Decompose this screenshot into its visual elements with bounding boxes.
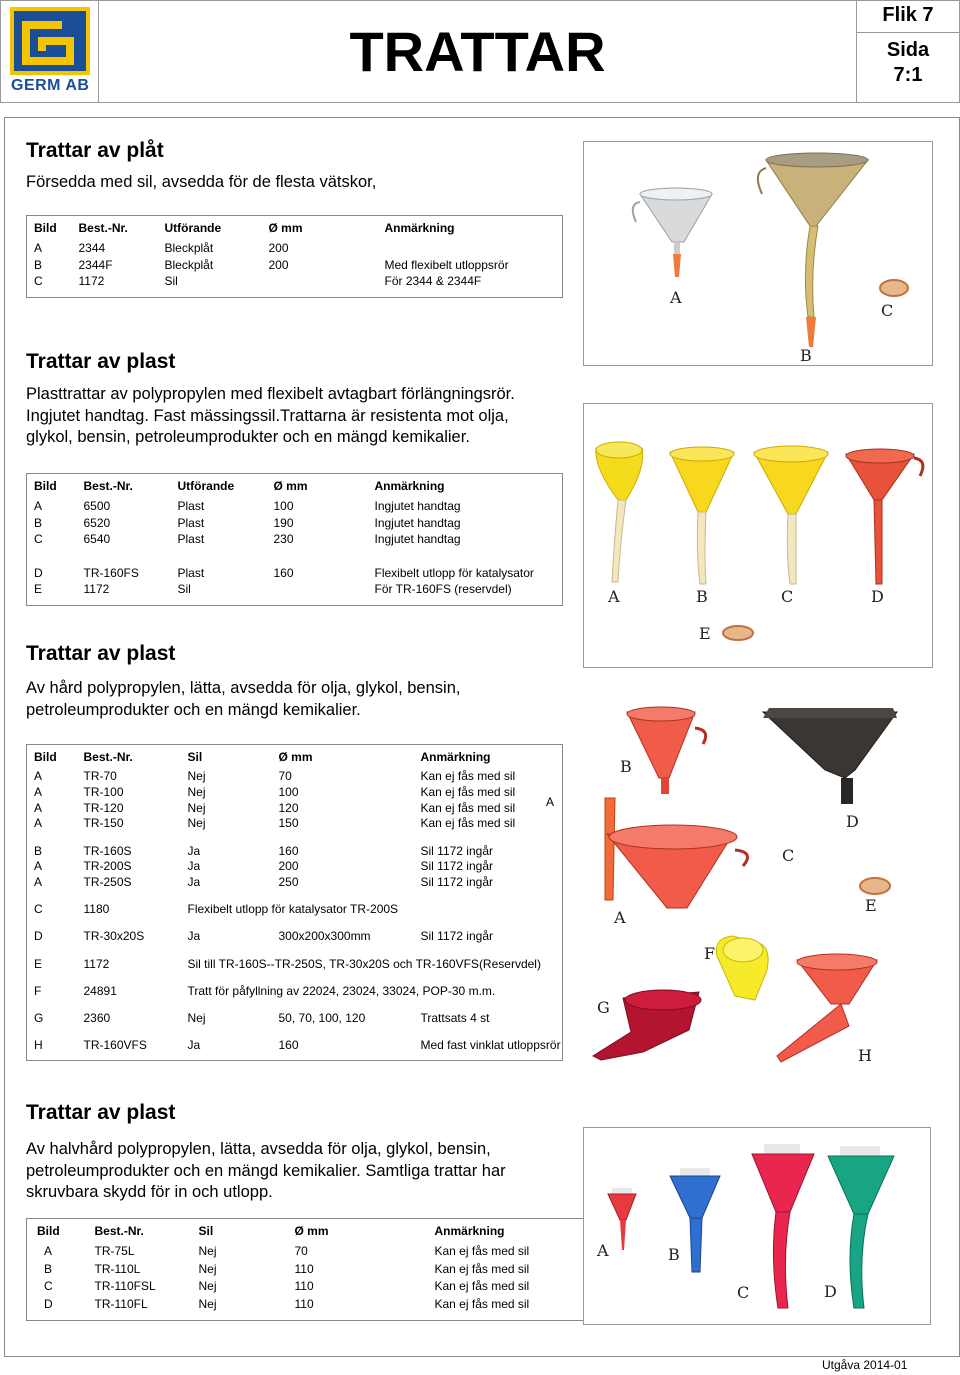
table-cell: Kan ej fås med sil: [434, 1296, 530, 1311]
table-cell: TR-120: [83, 800, 124, 815]
section1-title: Trattar av plåt: [26, 139, 164, 162]
table-cell: A: [34, 816, 43, 831]
table-cell: Kan ej fås med sil: [420, 816, 516, 831]
table-row: [27, 875, 563, 891]
table-bottom-pad: [27, 1053, 563, 1060]
table-row: [27, 240, 563, 257]
desc-line: Ingjutet handtag. Fast mässingssil.Trattarna är resistenta mot olja,: [26, 406, 509, 425]
photo-label-b: B: [620, 757, 632, 776]
section1-photo: [583, 141, 933, 366]
col-header-diameter: Ø mm: [278, 750, 313, 764]
table-cell: E: [34, 582, 43, 597]
table-row: [27, 273, 563, 290]
table-cell: Trattsats 4 st: [420, 1010, 490, 1025]
table-row: [27, 800, 563, 816]
table-spacer-row: [27, 548, 563, 565]
table-cell: H: [34, 1038, 43, 1053]
table-cell: Kan ej fås med sil: [420, 769, 516, 784]
section4-title: Trattar av plast: [26, 1101, 176, 1124]
section3-title: Trattar av plast: [26, 642, 176, 665]
table-row: [27, 769, 563, 785]
table-cell: Ja: [187, 859, 201, 874]
table-cell: A: [34, 498, 43, 513]
table-cell: 110: [294, 1279, 314, 1294]
table-cell: Plast: [177, 532, 205, 547]
photo-label-f: F: [704, 944, 716, 963]
table-row: [27, 498, 563, 515]
metal-funnels-image: [584, 142, 932, 365]
col-header-diameter: Ø mm: [268, 221, 303, 235]
section3-table: [26, 744, 563, 1061]
section2-photo: [583, 403, 933, 668]
table-cell: 110: [294, 1296, 314, 1311]
table-cell: 200: [278, 859, 299, 874]
table-row: [27, 257, 563, 274]
table-cell: A: [34, 859, 43, 874]
col-header-bild: Bild: [34, 221, 57, 235]
section1-desc: Försedda med sil, avsedda för de flesta vätskor,: [26, 173, 377, 191]
table-bottom-pad: [27, 1313, 594, 1321]
section2-title: Trattar av plast: [26, 350, 176, 373]
table-cell: Ja: [187, 874, 201, 889]
table-cell: A: [44, 1244, 53, 1259]
table-cell: TR-110FSL: [94, 1279, 156, 1294]
table-cell: Sil: [177, 582, 191, 597]
table-cell: D: [44, 1296, 53, 1311]
table-cell: 100: [278, 785, 299, 800]
table-cell: B: [44, 1261, 53, 1276]
col-header-utforande: Utförande: [177, 479, 235, 493]
table-cell: Sil 1172 ingår: [420, 874, 493, 889]
table-row: [27, 1243, 594, 1260]
table-cell: Sil: [164, 274, 178, 289]
table-spacer-row: [27, 890, 563, 902]
spacer-cell: [27, 598, 563, 605]
photo-label-h: H: [858, 1046, 872, 1065]
table-cell: 150: [278, 816, 299, 831]
photo-label-a: A: [614, 908, 626, 927]
table-cell: Flexibelt utlopp för katalysator TR-200S: [187, 902, 399, 917]
table-cell: A: [34, 240, 43, 255]
table-cell: Nej: [198, 1244, 217, 1259]
table-cell: 200: [268, 257, 289, 272]
table-spacer-row: [27, 1026, 563, 1038]
col-header-bild: Bild: [34, 750, 57, 764]
table-cell: 110: [294, 1261, 314, 1276]
table-row: [27, 956, 563, 972]
photo-label-a: A: [597, 1241, 609, 1260]
table-cell: 1180: [83, 902, 110, 917]
table-row: [27, 565, 563, 582]
table-cell: [385, 240, 563, 257]
table-cell: Nej: [187, 769, 206, 784]
spacer-cell: [27, 945, 563, 957]
spacer-cell: [27, 1313, 594, 1321]
spacer-cell: [27, 1053, 563, 1060]
col-header-sil: Sil: [187, 750, 203, 764]
desc-line: Av hård polypropylen, lätta, avsedda för olja, glykol, bensin,: [26, 679, 461, 697]
table-cell: 1172: [78, 274, 105, 289]
table-row: [27, 816, 563, 832]
header-sida-cell: [856, 32, 960, 103]
table-cell: TR-110FL: [94, 1296, 148, 1311]
table-cell: E: [34, 956, 43, 971]
table-cell: Nej: [198, 1261, 217, 1276]
table-cell: TR-100: [83, 785, 124, 800]
header-flik-cell: [856, 0, 960, 33]
table-cell: 160: [273, 565, 294, 580]
table-row: [27, 843, 563, 859]
table-cell: A: [34, 874, 43, 889]
photo-label-b: B: [668, 1245, 680, 1264]
table-cell: Med fast vinklat utloppsrör: [420, 1038, 561, 1053]
table-cell: C: [44, 1279, 53, 1294]
table-cell: 1172: [83, 956, 110, 971]
header-logo-cell: [0, 0, 99, 103]
table-cell: För TR-160FS (reservdel): [374, 582, 512, 597]
table-cell: 160: [278, 1038, 299, 1053]
table-cell: Sil 1172 ingår: [420, 859, 493, 874]
table-cell: TR-160S: [83, 843, 132, 858]
table-cell: 70: [294, 1244, 308, 1259]
table-cell: Nej: [187, 800, 206, 815]
desc-line: glykol, bensin, petroleumprodukter och en mängd kemikalier.: [26, 428, 470, 446]
table-row: [27, 785, 563, 801]
spacer-cell: [27, 548, 563, 565]
col-header-bestnr: Best.-Nr.: [78, 221, 128, 235]
spacer-cell: [27, 832, 563, 844]
table-row: [27, 983, 563, 999]
table-cell: Plast: [177, 565, 205, 580]
table-cell: 190: [273, 515, 294, 530]
table-cell: Kan ej fås med sil: [420, 785, 516, 800]
table-cell: Ja: [187, 929, 201, 944]
col-header-anmarkning: Anmärkning: [384, 221, 455, 235]
table-cell: Nej: [198, 1296, 217, 1311]
desc-line: Plasttrattar av polypropylen med flexibelt avtagbart förlängningsrör.: [26, 385, 515, 403]
table-spacer-row: [27, 918, 563, 930]
table-cell: Med flexibelt utloppsrör: [384, 257, 509, 272]
section4-table: [26, 1218, 594, 1321]
table-cell: Flexibelt utlopp för katalysator: [374, 565, 534, 580]
table-row: [27, 1260, 594, 1277]
table-header-row: [27, 216, 563, 241]
table-cell: 230: [273, 532, 294, 547]
table-cell: F: [34, 983, 42, 998]
col-header-anmarkning: Anmärkning: [434, 1224, 505, 1238]
photo-label-d: D: [871, 587, 884, 606]
table-row: [27, 1038, 563, 1054]
table-spacer-row: [27, 972, 563, 984]
photo-label-e: E: [865, 896, 877, 915]
section4-photo: [583, 1127, 931, 1325]
photo-label-a: A: [608, 587, 620, 606]
photo-label-a: A: [670, 288, 682, 307]
table-cell: A: [34, 800, 43, 815]
table-row: [27, 902, 563, 918]
photo-label-b: B: [800, 346, 812, 365]
table-cell: Kan ej fås med sil: [420, 800, 516, 815]
spacer-cell: [27, 890, 563, 902]
table-cell: Ingjutet handtag: [374, 498, 461, 513]
table-cell: B: [34, 515, 43, 530]
table-cell: Nej: [187, 1010, 206, 1025]
table-cell: Sil 1172 ingår: [420, 929, 493, 944]
spacer-cell: [27, 972, 563, 984]
table-cell: 70: [278, 769, 292, 784]
table-cell: Bleckplåt: [164, 257, 214, 272]
table-cell: 1172: [83, 582, 110, 597]
section4-desc: [26, 1139, 506, 1204]
edition-label: Utgåva 2014-01: [822, 1358, 908, 1372]
table-cell: 24891: [83, 983, 117, 998]
table-cell: B: [34, 257, 43, 272]
section3-photo: [583, 700, 943, 1080]
table-cell: Ja: [187, 843, 201, 858]
section2-desc: [26, 384, 515, 449]
photo-label-e: E: [699, 624, 711, 643]
table-cell: Nej: [187, 816, 206, 831]
photo-label-d: D: [846, 812, 859, 831]
table-row: [27, 531, 563, 548]
table-cell: 120: [278, 800, 299, 815]
table-cell: 160: [278, 843, 299, 858]
table-row: [27, 1011, 563, 1027]
table-cell: B: [34, 843, 43, 858]
table-cell: D: [34, 565, 43, 580]
semi-hard-funnels-image: [584, 1128, 930, 1324]
table-cell: TR-200S: [83, 859, 132, 874]
table-cell: 200: [268, 240, 289, 255]
table-cell: A: [34, 769, 43, 784]
table-spacer-row: [27, 945, 563, 957]
table-cell: Bleckplåt: [164, 240, 214, 255]
table-row: [27, 929, 563, 945]
table-cell: Ingjutet handtag: [374, 515, 461, 530]
desc-line: skruvbara skydd för in och utlopp.: [26, 1183, 273, 1201]
section1-table: [26, 215, 563, 298]
col-header-diameter: Ø mm: [294, 1224, 329, 1238]
table-cell: A: [34, 785, 43, 800]
table-cell: TR-150: [83, 816, 124, 831]
table-row: [27, 859, 563, 875]
table-row: [27, 1295, 594, 1312]
table-cell: Nej: [198, 1279, 217, 1294]
table-cell: 300x200x300mm: [278, 929, 371, 944]
section2-table: [26, 473, 563, 606]
page-title: TRATTAR: [349, 20, 606, 83]
col-header-bestnr: Best.-Nr.: [83, 750, 133, 764]
table-cell: Sil till TR-160S--TR-250S, TR-30x20S och TR-160VFS(Reservdel): [187, 956, 541, 971]
table-cell: 250: [278, 874, 299, 889]
col-header-bestnr: Best.-Nr.: [94, 1224, 144, 1238]
photo-label-c: C: [881, 301, 894, 320]
table-cell: C: [34, 532, 43, 547]
flik-label: Flik 7: [882, 4, 934, 26]
table-cell: 6520: [83, 515, 111, 530]
table-cell: Ingjutet handtag: [374, 532, 461, 547]
col-header-diameter: Ø mm: [273, 479, 308, 493]
desc-line: Av halvhård polypropylen, lätta, avsedda för olja, glykol, bensin,: [26, 1140, 491, 1158]
col-header-anmarkning: Anmärkning: [420, 750, 491, 764]
table-bottom-pad: [27, 598, 563, 605]
col-header-anmarkning: Anmärkning: [374, 479, 445, 493]
table-cell: Kan ej fås med sil: [434, 1244, 530, 1259]
hard-plastic-funnels-image: [583, 700, 943, 1080]
table-cell: För 2344 & 2344F: [384, 274, 482, 289]
table-row: [27, 582, 563, 599]
table-cell: TR-70: [83, 769, 117, 784]
table-cell: TR-250S: [83, 874, 132, 889]
table-header-row: [27, 474, 563, 499]
table-cell: 2344F: [78, 257, 113, 272]
table-header-row: [27, 1219, 594, 1244]
table-cell: Tratt för påfyllning av 22024, 23024, 33024, POP-30 m.m.: [187, 983, 496, 998]
table-cell: 6500: [83, 498, 111, 513]
table-cell: Kan ej fås med sil: [434, 1261, 530, 1276]
table-cell: C: [34, 902, 43, 917]
desc-line: petroleumprodukter och en mängd kemikalier.: [26, 700, 361, 719]
spacer-cell: [27, 999, 563, 1011]
table-cell: Nej: [187, 785, 206, 800]
table-cell: Sil 1172 ingår: [420, 843, 493, 858]
table-cell: TR-160VFS: [83, 1038, 147, 1053]
photo-label-c: C: [782, 846, 795, 865]
sida-label: Sida: [886, 39, 930, 61]
logo-text: GERM AB: [11, 77, 90, 94]
col-header-bild: Bild: [34, 479, 57, 493]
photo-label-c: C: [737, 1283, 750, 1302]
photo-label-b: B: [696, 587, 708, 606]
table-cell: 2344: [78, 240, 106, 255]
photo-label-c: C: [781, 587, 794, 606]
table-cell: Ja: [187, 1038, 201, 1053]
plastic-funnels-image: [584, 404, 932, 667]
col-header-bestnr: Best.-Nr.: [83, 479, 133, 493]
spacer-cell: [27, 918, 563, 930]
col-header-utforande: Utförande: [164, 221, 222, 235]
sida-value: 7:1: [893, 64, 923, 86]
table-cell: [274, 582, 375, 599]
table-header-row: [27, 745, 563, 770]
table-cell: TR-160FS: [83, 565, 139, 580]
col-header-bild: Bild: [37, 1224, 60, 1238]
table-cell: TR-30x20S: [83, 929, 145, 944]
table-cell: 6540: [83, 532, 111, 547]
table-cell: 100: [273, 498, 294, 513]
table-spacer-row: [27, 832, 563, 844]
table-cell: Plast: [177, 515, 205, 530]
header-title-cell: [98, 0, 857, 103]
table-bottom-pad: [27, 290, 563, 297]
section3-desc: [26, 678, 460, 721]
table-cell: 2360: [83, 1010, 111, 1025]
table-cell: [269, 273, 385, 290]
desc-line: petroleumprodukter och en mängd kemikalier. Samtliga trattar har: [26, 1161, 506, 1180]
table-cell: D: [34, 929, 43, 944]
photo-label-d: D: [824, 1282, 837, 1301]
table-cell: Kan ej fås med sil: [434, 1279, 530, 1294]
spacer-cell: [27, 290, 563, 297]
table-row: [27, 515, 563, 532]
table-row: [27, 1278, 594, 1295]
table-cell: TR-110L: [94, 1261, 141, 1276]
table-cell: Plast: [177, 498, 205, 513]
col-header-sil: Sil: [198, 1224, 214, 1238]
spacer-cell: [27, 1026, 563, 1038]
table-cell: C: [34, 274, 43, 289]
table-cell: G: [34, 1010, 44, 1025]
table-cell: TR-75L: [94, 1244, 135, 1259]
photo-label-g: G: [597, 998, 610, 1017]
stray-bild-letter: A: [546, 795, 555, 809]
table-spacer-row: [27, 999, 563, 1011]
table-cell: 50, 70, 100, 120: [278, 1010, 366, 1025]
